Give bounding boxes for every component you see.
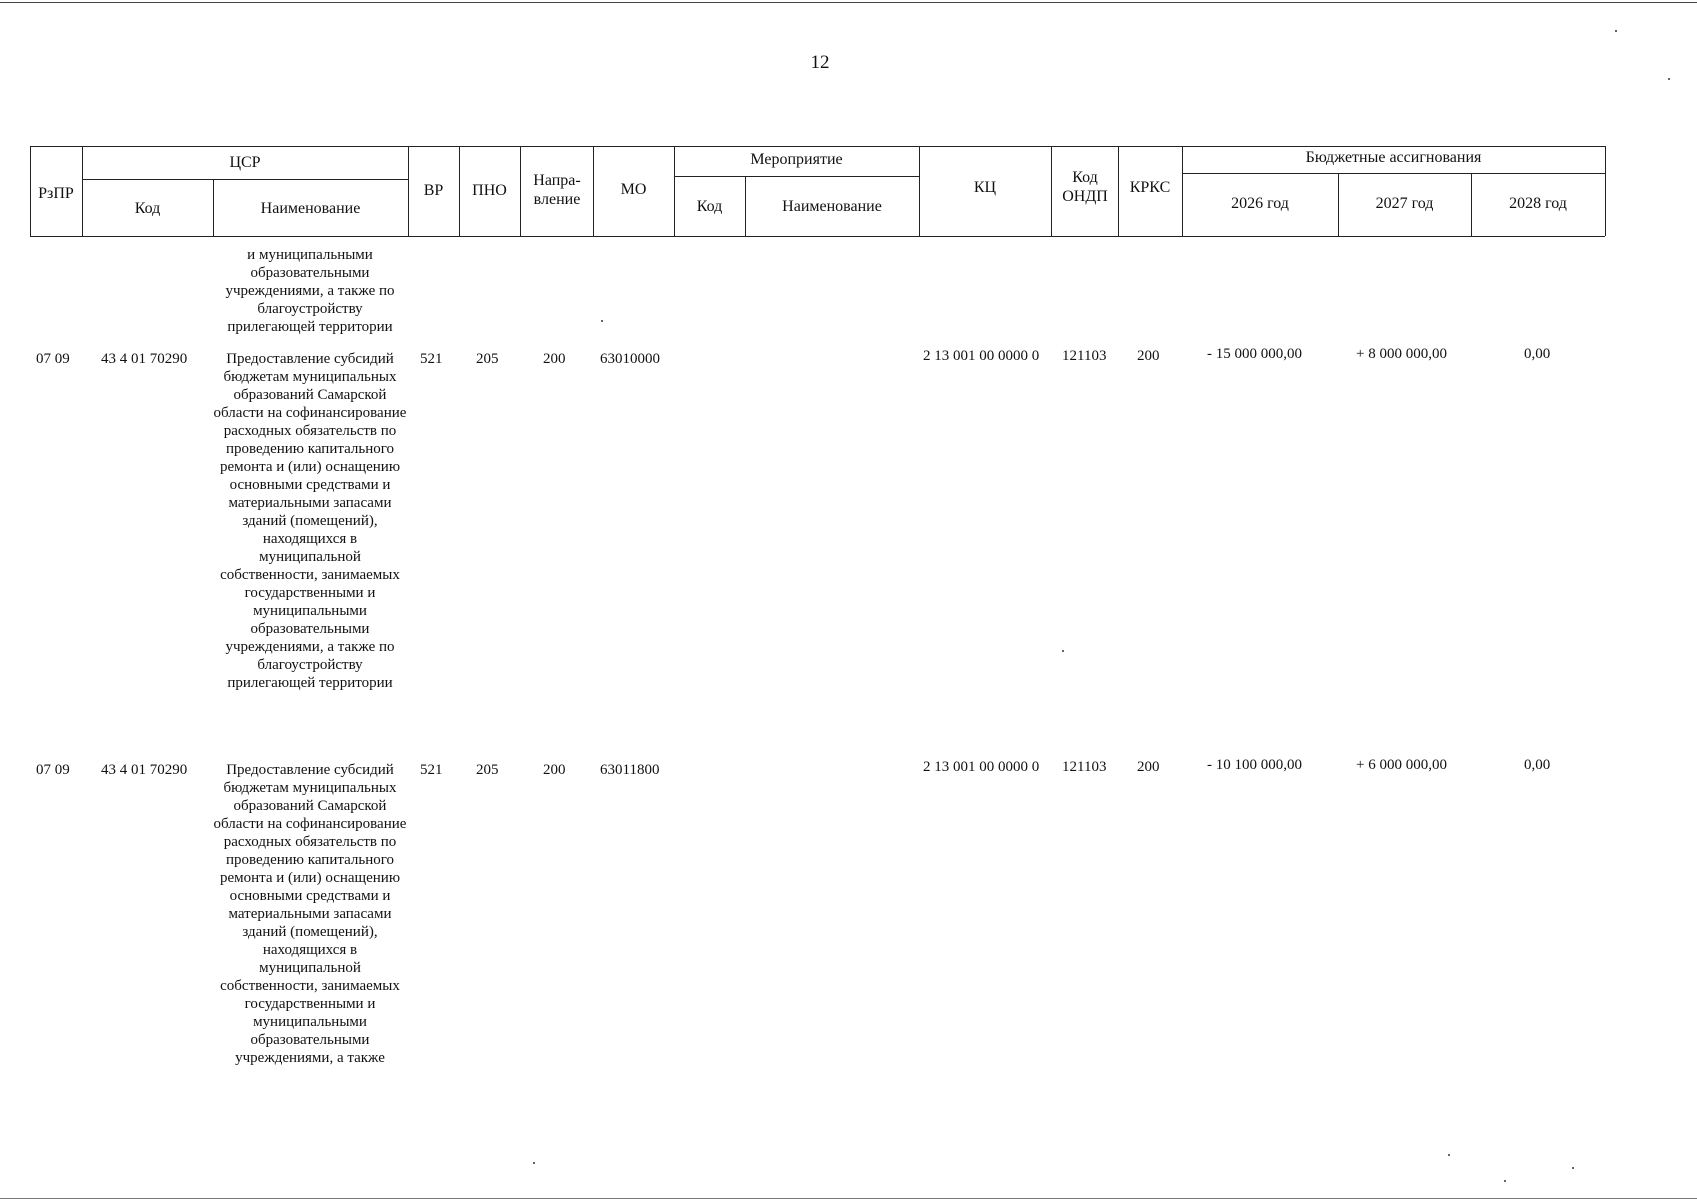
header-kc: КЦ [973,179,997,196]
cell-2027: + 6 000 000,00 [1356,757,1447,773]
cell-csr-name: Предоставление субсидий бюджетам муниципальных образований Самарской области на софинансирование расходных обязательств по проведению капитального ремонта и (или) оснащению основными средствами и материальными запасами зданий (помещений), находящихся в муниципальной собственности, занимаемых государственными и муниципальными образовательными учреждениями, а также [213,762,407,1066]
cell-pno: 205 [476,351,499,367]
col-divider [520,146,521,236]
header-csr-name: Наименование [260,200,361,217]
header-bottom-border [30,236,1605,237]
cell-csr-name: Предоставление субсидий бюджетам муниципальных образований Самарской области на софинансирование расходных обязательств по проведению капитального ремонта и (или) оснащению основными средствами и материальными запасами зданий (помещений), находящихся в муниципальной собственности, занимаемых государственными и муниципальными образовательными учреждениями, а также по благоустройству прилегающей территории [213,351,407,691]
cell-direction: 200 [543,762,566,778]
header-top-border [30,146,1605,147]
scan-speck [1448,1154,1450,1156]
header-pno: ПНО [472,182,507,199]
header-direction: Напра-вление [533,172,581,208]
header-krks: КРКС [1129,179,1171,196]
header-rzpr: РзПР [38,185,74,202]
col-divider [1605,146,1606,236]
header-mo: МО [620,181,647,198]
cell-rzpr: 07 09 [36,351,70,367]
cell-csr-code: 43 4 01 70290 [101,351,188,367]
cell-2028: 0,00 [1524,757,1551,773]
cell-rzpr: 07 09 [36,762,70,778]
cell-ondp: 121103 [1062,759,1107,775]
scan-speck [1504,1180,1506,1182]
event-subheader-line [674,176,919,177]
cell-ondp: 121103 [1062,348,1107,364]
cell-2028: 0,00 [1524,346,1551,362]
cell-mo: 63011800 [600,762,660,778]
header-2027: 2027 год [1375,195,1434,212]
header-2026: 2026 год [1231,195,1289,212]
cell-2026: - 15 000 000,00 [1207,346,1302,362]
cell-vr: 521 [420,351,443,367]
scan-border-bottom [0,1198,1697,1199]
header-2028: 2028 год [1509,195,1567,212]
header-event-code: Код [696,198,723,215]
cell-2027: + 8 000 000,00 [1356,346,1447,362]
header-event-name: Наименование [782,198,882,215]
header-budget: Бюджетные ассигнования [1305,149,1482,166]
cell-kc: 2 13 001 00 0000 0 [923,348,1040,364]
cell-direction: 200 [543,351,566,367]
cell-pno: 205 [476,762,499,778]
scan-speck [1062,650,1064,652]
cell-2026: - 10 100 000,00 [1207,757,1302,773]
cell-krks: 200 [1137,348,1160,364]
continuation-name: и муниципальными образовательными учреждениями, а также по благоустройству прилегающей территории [225,247,395,335]
header-csr-code: Код [134,200,161,217]
scan-border-top [0,2,1697,3]
cell-kc: 2 13 001 00 0000 0 [923,759,1040,775]
cell-csr-code: 43 4 01 70290 [101,762,188,778]
cell-krks: 200 [1137,759,1160,775]
cell-mo: 63010000 [600,351,660,367]
header-event: Мероприятие [750,151,843,168]
scan-speck [1572,1167,1574,1169]
scan-speck [1615,30,1617,32]
scan-speck [601,320,603,322]
csr-subheader-line [82,179,408,180]
header-vr: ВР [423,182,444,199]
col-divider [1051,146,1052,236]
cell-vr: 521 [420,762,443,778]
scan-speck [533,1162,535,1164]
budget-subheader-line [1182,173,1605,174]
header-csr: ЦСР [229,154,261,171]
header-ondp: Код ОНДП [1062,169,1108,205]
page-number: 12 [810,52,830,73]
scan-speck [1668,78,1670,80]
